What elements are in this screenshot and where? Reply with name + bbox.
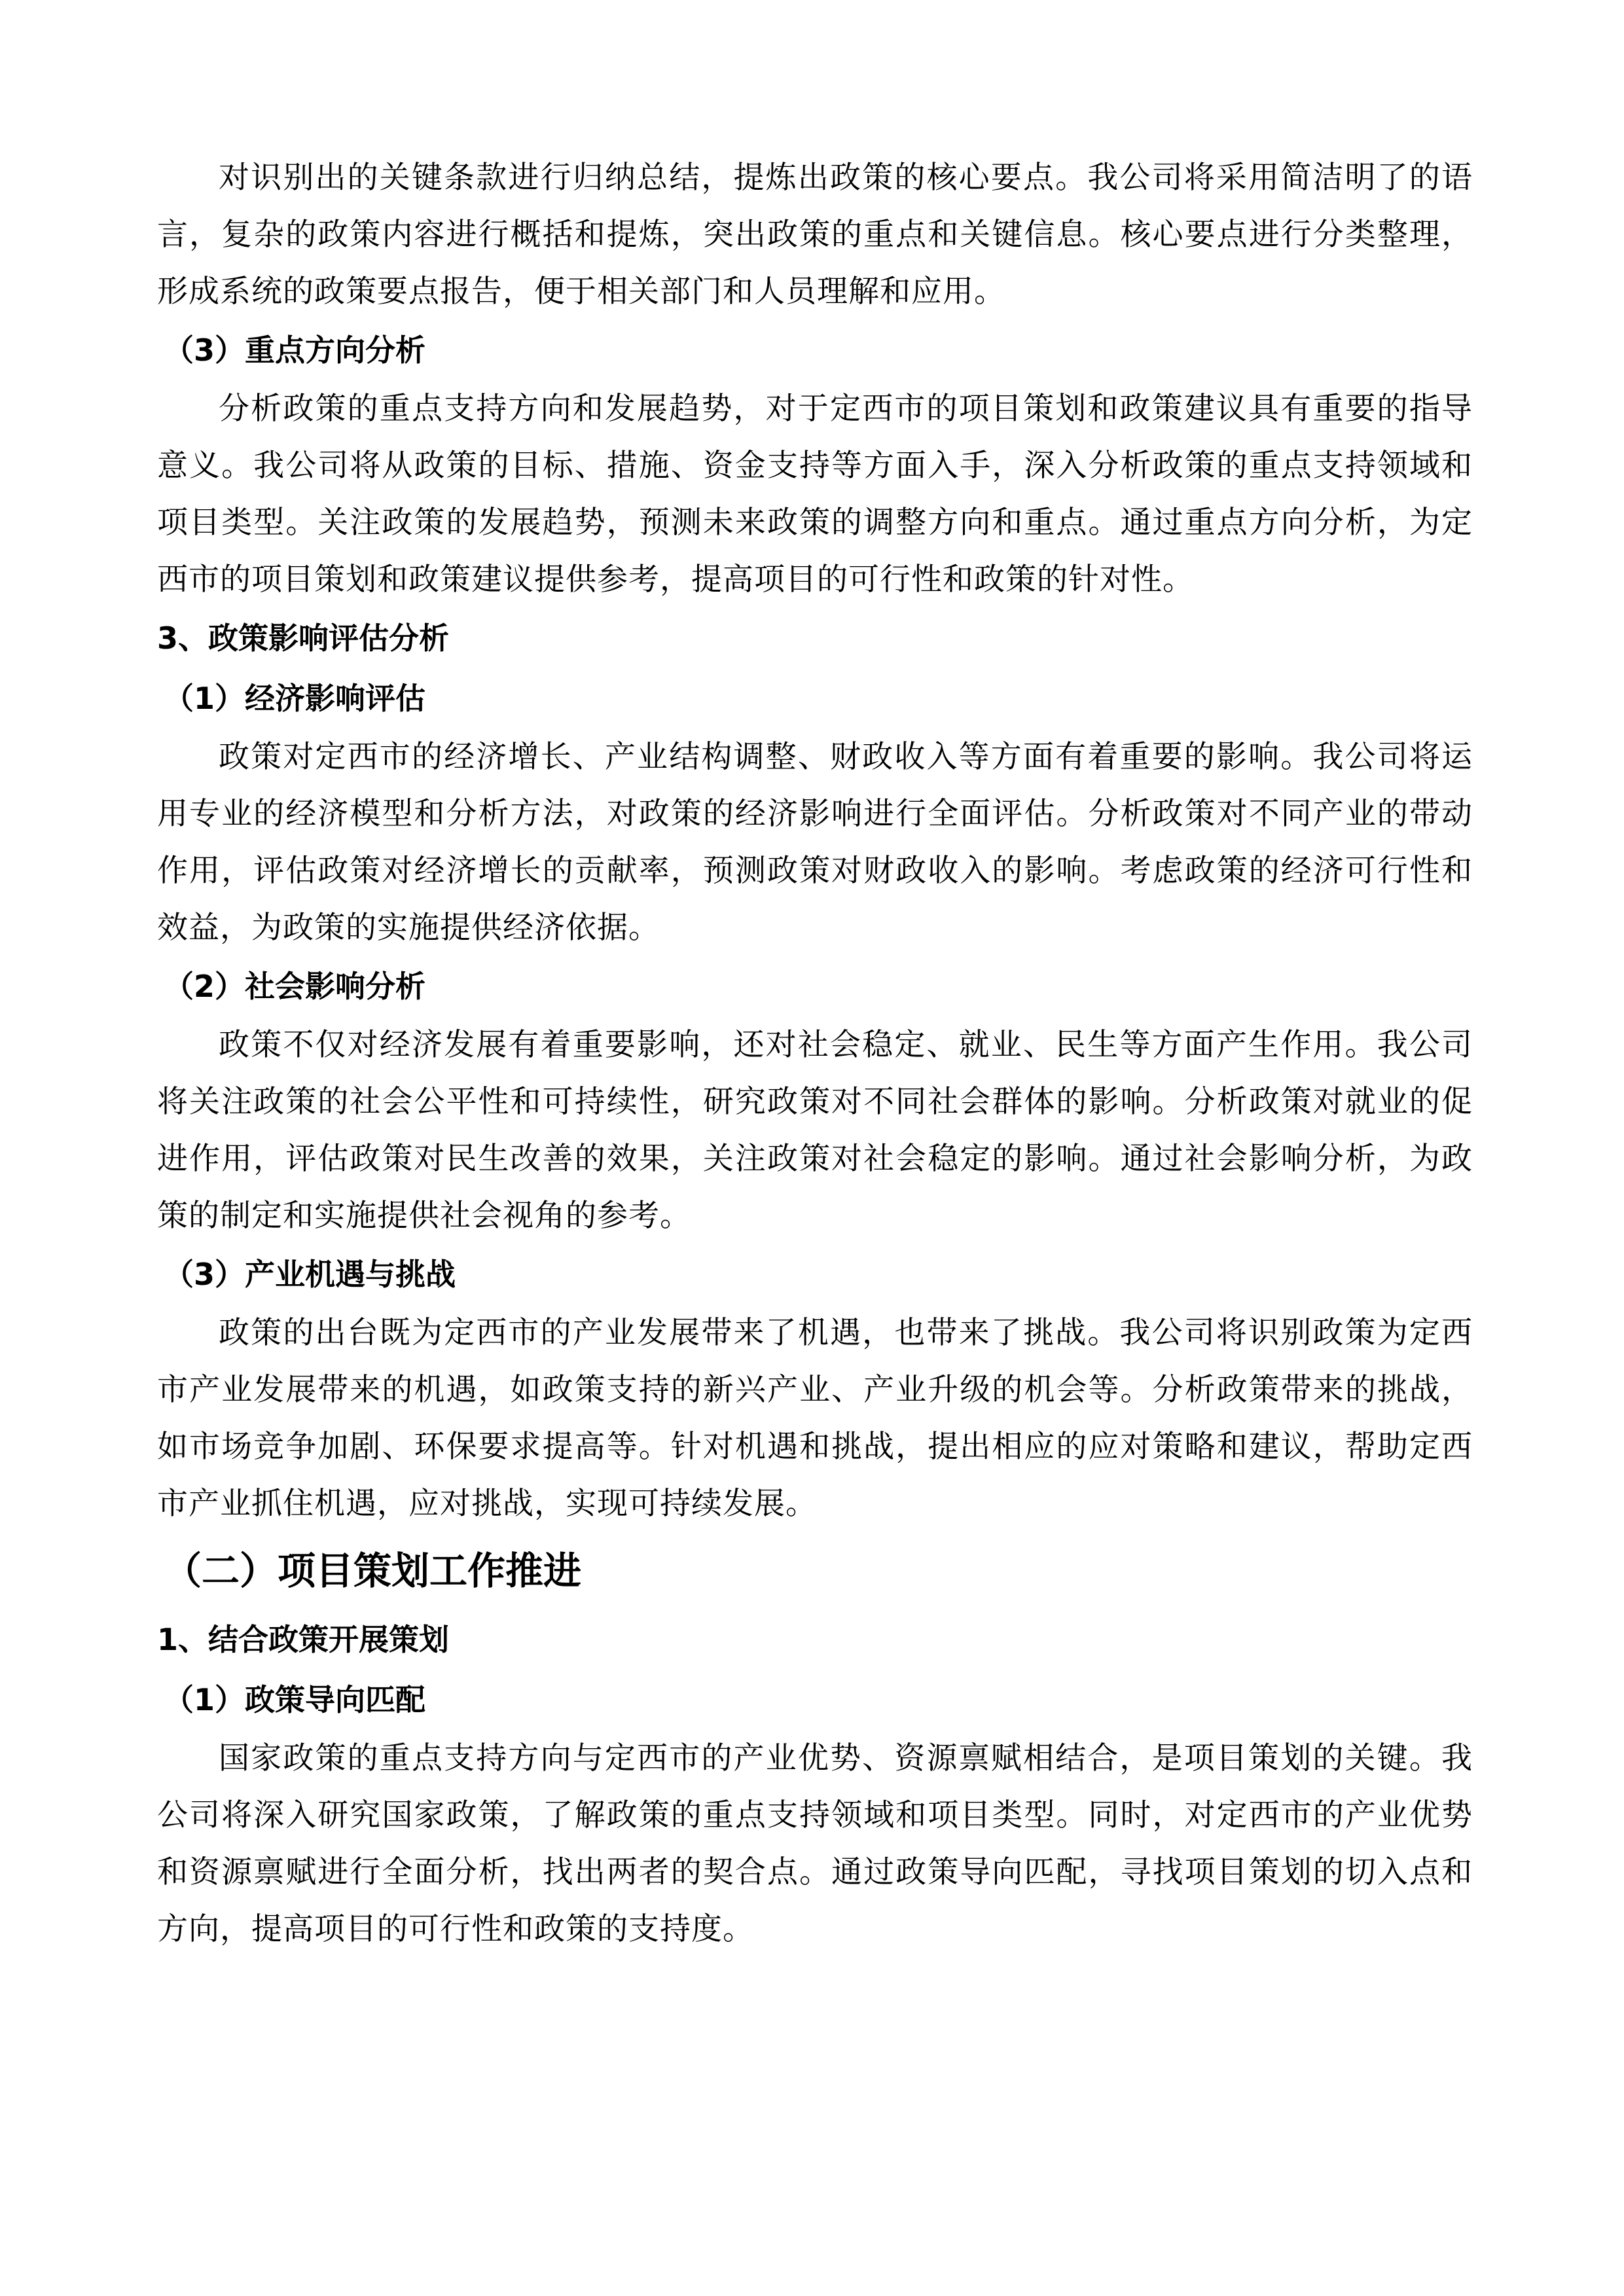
paragraph-social-impact: 政策不仅对经济发展有着重要影响，还对社会稳定、就业、民生等方面产生作用。我公司将关注政策的社会公平性和可持续性，研究政策对不同社会群体的影响。分析政策对就业的促进作用，评估政策对民生改善的效果，关注政策对社会稳定的影响。通过社会影响分析，为政策的制定和实施提供社会视角的参考。 (157, 1027, 1473, 1234)
heading-key-direction-analysis: （3）重点方向分析 (164, 332, 426, 368)
section-heading-project-planning: （二）项目策划工作推进 (164, 1549, 582, 1593)
heading-policy-based-planning: 1、结合政策开展策划 (157, 1622, 450, 1657)
paragraph-policy-orientation-matching: 国家政策的重点支持方向与定西市的产业优势、资源禀赋相结合，是项目策划的关键。我公司将深入研究国家政策，了解政策的重点支持领域和项目类型。同时，对定西市的产业优势和资源禀赋进行全面分析，找出两者的契合点。通过政策导向匹配，寻找项目策划的切入点和方向，提高项目的可行性和政策的支持度。 (157, 1740, 1473, 1947)
paragraph-economic-impact: 政策对定西市的经济增长、产业结构调整、财政收入等方面有着重要的影响。我公司将运用专业的经济模型和分析方法，对政策的经济影响进行全面评估。分析政策对不同产业的带动作用，评估政策对经济增长的贡献率，预测政策对财政收入的影响。考虑政策的经济可行性和效益，为政策的实施提供经济依据。 (157, 739, 1473, 946)
paragraph-industry-opportunities: 政策的出台既为定西市的产业发展带来了机遇，也带来了挑战。我公司将识别政策为定西市产业发展带来的机遇，如政策支持的新兴产业、产业升级的机会等。分析政策带来的挑战，如市场竞争加剧、环保要求提高等。针对机遇和挑战，提出相应的应对策略和建议，帮助定西市产业抓住机遇，应对挑战，实现可持续发展。 (157, 1315, 1473, 1522)
paragraph-key-points-summary: 对识别出的关键条款进行归纳总结，提炼出政策的核心要点。我公司将采用简洁明了的语言，复杂的政策内容进行概括和提炼，突出政策的重点和关键信息。核心要点进行分类整理，形成系统的政策要点报告，便于相关部门和人员理解和应用。 (157, 160, 1473, 310)
document-body (157, 149, 1473, 1958)
heading-policy-orientation-matching: （1）政策导向匹配 (164, 1682, 426, 1717)
heading-industry-opportunities: （3）产业机遇与挑战 (164, 1257, 456, 1292)
heading-economic-impact: （1）经济影响评估 (164, 681, 426, 716)
paragraph-key-direction-analysis: 分析政策的重点支持方向和发展趋势，对于定西市的项目策划和政策建议具有重要的指导意义。我公司将从政策的目标、措施、资金支持等方面入手，深入分析政策的重点支持领域和项目类型。关注政策的发展趋势，预测未来政策的调整方向和重点。通过重点方向分析，为定西市的项目策划和政策建议提供参考，提高项目的可行性和政策的针对性。 (157, 391, 1473, 598)
heading-policy-impact-assessment: 3、政策影响评估分析 (157, 620, 450, 656)
heading-social-impact: （2）社会影响分析 (164, 969, 426, 1004)
